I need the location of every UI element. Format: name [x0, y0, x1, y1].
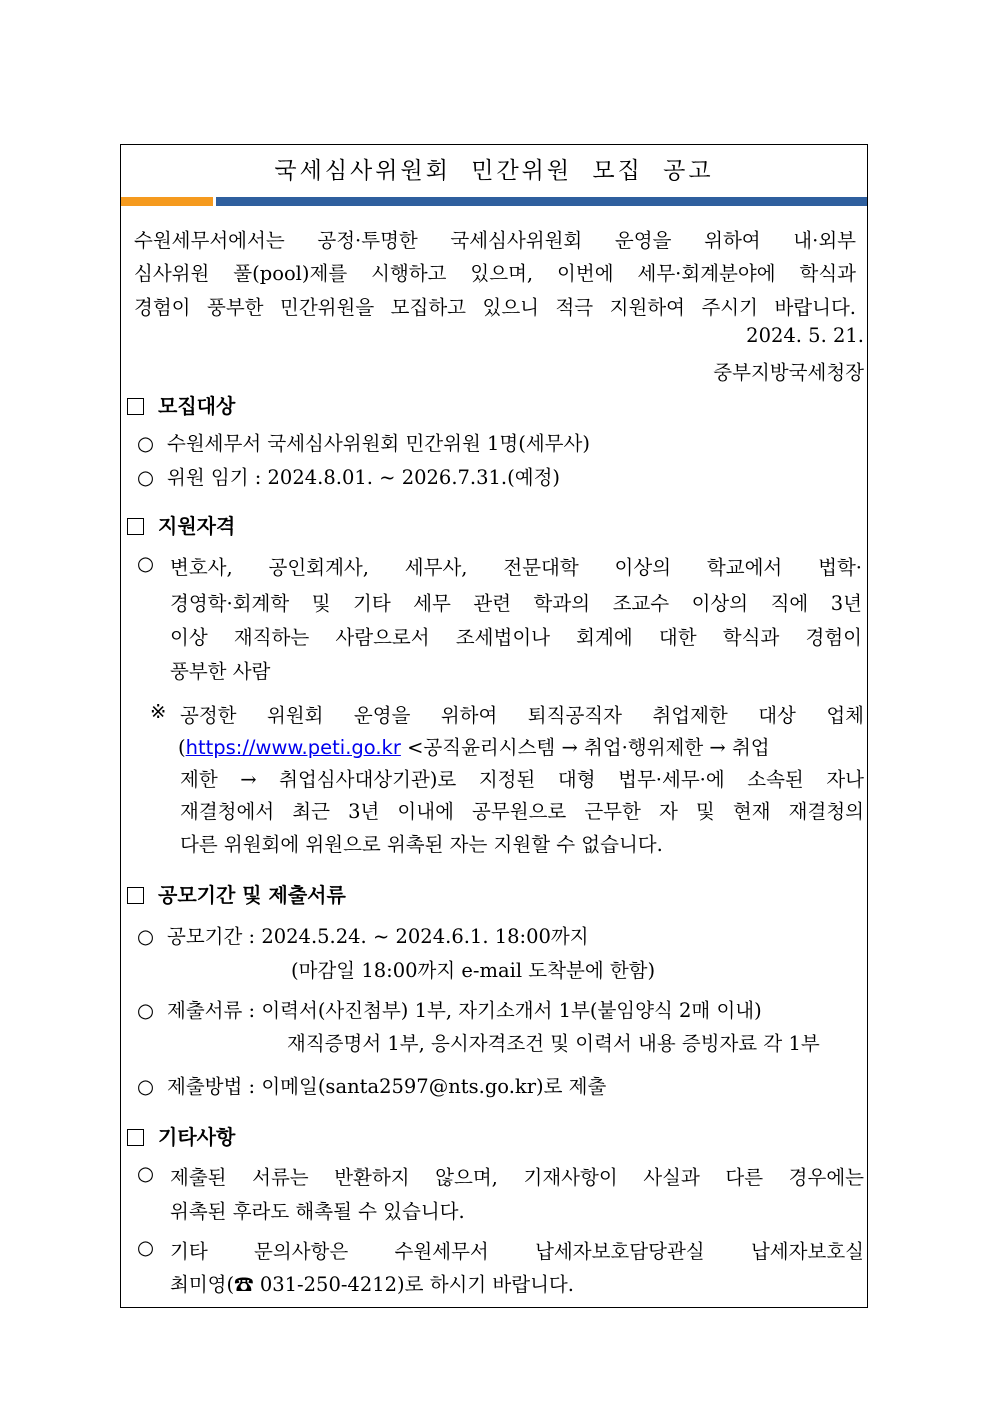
accent-bar-blue — [216, 197, 867, 206]
section-heading-period — [127, 879, 346, 908]
list-item — [137, 428, 590, 456]
note-line-3: 제한 → 취업심사대상기관)로 지정된 대형 법무·세무·에 소속된 자나 — [180, 768, 864, 791]
accent-bar-orange — [121, 197, 213, 206]
section-heading-label: 기타사항 — [158, 1125, 236, 1149]
qualification-line-3: 이상 재직하는 사람으로서 조세법이나 회계에 대한 학식과 경험이 — [170, 626, 862, 649]
circle-bullet-icon: ○ — [137, 552, 155, 575]
note-line-2-rest: <공직윤리시스템 → 취업·행위제한 → 취업 — [400, 736, 770, 759]
method-text: 제출방법 : 이메일(santa2597@nts.go.kr)로 제출 — [167, 1075, 607, 1098]
peti-link[interactable]: https://www.peti.go.kr — [185, 736, 401, 759]
square-bullet-icon — [127, 887, 144, 904]
square-bullet-icon — [127, 398, 144, 415]
qualification-line-2: 경영학·회계학 및 기타 세무 관련 학과의 조교수 이상의 직에 3년 — [170, 592, 862, 615]
circle-bullet-icon: ○ — [137, 1162, 155, 1185]
section-heading-recruit — [127, 390, 235, 419]
term-item-text: 위원 임기 : 2024.8.01. ~ 2026.7.31.(예정) — [167, 466, 561, 489]
section-heading-label: 모집대상 — [158, 394, 236, 418]
note-line-2 — [178, 732, 770, 760]
note-line-1: 공정한 위원회 운영을 위하여 퇴직공직자 취업제한 대상 업체 — [180, 704, 864, 727]
intro-line-3: 경험이 풍부한 민간위원을 모집하고 있으니 적극 지원하여 주시기 바랍니다. — [134, 296, 856, 319]
etc-line-4: 최미영(☎ 031-250-4212)로 하시기 바랍니다. — [170, 1273, 574, 1296]
docs-line-2: 재직증명서 1부, 응시자격조건 및 이력서 내용 증빙자료 각 1부 — [287, 1032, 820, 1055]
square-bullet-icon — [127, 518, 144, 535]
note-link-paren: ( — [178, 736, 186, 759]
notice-issuer: 중부지방국세청장 — [713, 361, 864, 384]
circle-bullet-icon: ○ — [137, 466, 155, 489]
circle-bullet-icon: ○ — [137, 1236, 155, 1259]
qualification-line-4: 풍부한 사람 — [170, 660, 271, 683]
section-heading-etc — [127, 1121, 235, 1150]
section-heading-label: 공모기간 및 제출서류 — [158, 883, 346, 907]
etc-line-3: 기타 문의사항은 수원세무서 납세자보호담당관실 납세자보호실 — [170, 1240, 864, 1263]
notice-title: 국세심사위원회 민간위원 모집 공고 — [274, 158, 714, 184]
title-underline-bar — [121, 197, 867, 206]
list-item — [137, 1071, 606, 1099]
period-text: 공모기간 : 2024.5.24. ~ 2024.6.1. 18:00까지 — [167, 925, 589, 948]
note-line-5: 다른 위원회에 위원으로 위촉된 자는 지원할 수 없습니다. — [180, 833, 663, 856]
list-item — [137, 995, 762, 1023]
docs-text: 제출서류 : 이력서(사진첨부) 1부, 자기소개서 1부(붙임양식 2매 이내) — [167, 999, 762, 1022]
note-line-4: 재결청에서 최근 3년 이내에 공무원으로 근무한 자 및 현재 재결청의 — [180, 800, 864, 823]
circle-bullet-icon: ○ — [137, 925, 155, 948]
circle-bullet-icon: ○ — [137, 999, 155, 1022]
recruit-item-text: 수원세무서 국세심사위원회 민간위원 1명(세무사) — [167, 432, 590, 455]
intro-line-1: 수원세무서에서는 공정·투명한 국세심사위원회 운영을 위하여 내·외부 — [134, 229, 856, 252]
intro-line-2: 심사위원 풀(pool)제를 시행하고 있으며, 이번에 세무·회계분야에 학식과 — [134, 262, 856, 285]
etc-line-1: 제출된 서류는 반환하지 않으며, 기재사항이 사실과 다른 경우에는 — [170, 1166, 865, 1189]
list-item — [137, 921, 589, 949]
list-item — [137, 462, 560, 490]
qualification-line-1: 변호사, 공인회계사, 세무사, 전문대학 이상의 학교에서 법학· — [170, 556, 862, 579]
circle-bullet-icon: ○ — [137, 1075, 155, 1098]
note-mark-icon: ※ — [150, 700, 167, 723]
section-heading-qualification — [127, 510, 235, 539]
period-note: (마감일 18:00까지 e-mail 도착분에 한함) — [291, 959, 656, 982]
square-bullet-icon — [127, 1129, 144, 1146]
notice-date: 2024. 5. 21. — [746, 324, 864, 347]
circle-bullet-icon: ○ — [137, 432, 155, 455]
etc-line-2: 위촉된 후라도 해촉될 수 있습니다. — [170, 1200, 465, 1223]
section-heading-label: 지원자격 — [158, 514, 236, 538]
